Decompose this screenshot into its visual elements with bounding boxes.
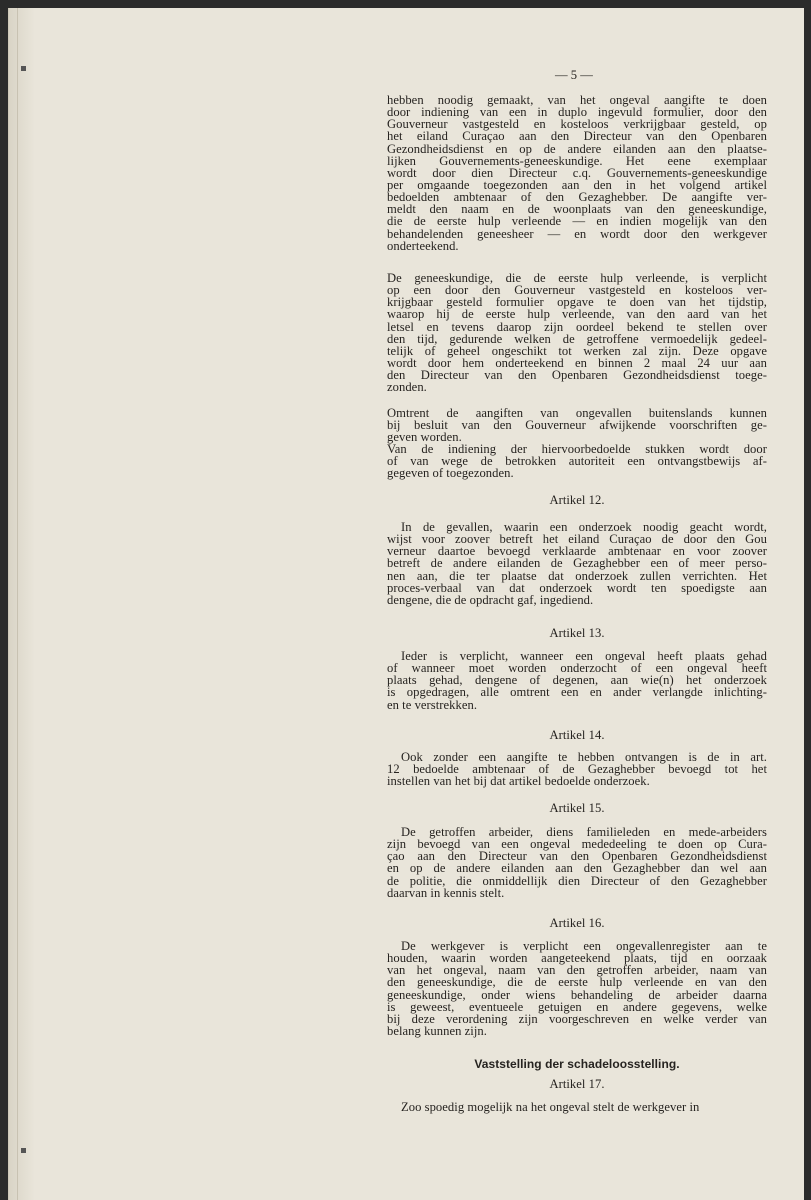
text-line: geneeskundige, onder wiens behandeling de arbeider daarna: [387, 987, 767, 1002]
text-line: Omtrent de aangiften van ongevallen buitenslands kunnen: [387, 406, 767, 420]
text-line: nen aan, die ter plaatse dat onderzoek zullen verrichten. Het: [387, 568, 767, 583]
text-line: en te verstrekken.: [387, 697, 478, 712]
section-heading-schadeloosstelling: Vaststelling der schadeloosstelling.: [474, 1057, 680, 1071]
article-16-heading: Artikel 16.: [549, 916, 605, 930]
article-17-text: [387, 1101, 767, 1113]
paragraph-ontvangstbewijs: [387, 443, 767, 479]
text-line: behandelenden geneesheer — en wordt door den werkgever: [387, 226, 767, 241]
text-line: door indiening van een in duplo ingevuld formulier, door den: [387, 105, 767, 120]
text-line: geven worden.: [387, 430, 462, 445]
text-line: Zoo spoedig mogelijk na het ongeval stelt de werkgever in: [401, 1100, 700, 1114]
text-line: of van wege de betrokken autoriteit een ontvangstbewijs af-: [387, 454, 767, 469]
text-line: proces-verbaal van dat onderzoek wordt ten spoedigste aan: [387, 580, 767, 595]
page-number: — 5 —: [555, 68, 593, 82]
text-line: bij besluit van den Gouverneur afwijkende voorschriften ge-: [387, 418, 767, 433]
text-line: Gouverneur vastgesteld en kosteloos verkrijgbaar gesteld, op: [387, 117, 767, 132]
text-line: den geneeskundige, die de eerste hulp verleende en van den: [387, 975, 767, 990]
paragraph-geneeskundige: [387, 272, 767, 393]
text-line: Ook zonder een aangifte te hebben ontvangen is de in art.: [401, 750, 767, 764]
text-line: wijst voor zoover betreft het eiland Curaçao de door den Gou: [387, 532, 767, 547]
staple-mark-top: [21, 66, 26, 71]
text-line: Gezondheidsdienst en op de andere eilanden aan den plaatse-: [387, 141, 767, 156]
text-line: daarvan in kennis stelt.: [387, 885, 505, 900]
text-line: is geweest, eventueele getuigen en andere gegevens, welke: [387, 999, 767, 1014]
text-line: onderteekend.: [387, 238, 459, 253]
article-13-heading: Artikel 13.: [549, 626, 605, 640]
paragraph-aangifte: [387, 94, 767, 252]
text-line: instellen van het bij dat artikel bedoelde onderzoek.: [387, 774, 650, 789]
text-line: 12 bedoelde ambtenaar of de Gezaghebber bevoegd tot het: [387, 762, 767, 777]
text-line: letsel en tevens daarop zijn oordeel bekend te stellen over: [387, 319, 767, 334]
text-line: krijgbaar gesteld formulier opgave te doen van het tijdstip,: [387, 295, 767, 310]
text-line: den tijd, gedurende welken de getroffene vermoedelijk gedeel-: [387, 331, 767, 346]
text-line: hebben noodig gemaakt, van het ongeval aangifte te doen: [387, 93, 767, 107]
text-line: meldt den naam en de woonplaats van den geneeskundige,: [387, 202, 767, 217]
text-line: en op de andere eilanden aan den Gezaghebber dan wel aan: [387, 861, 767, 876]
text-line: zonden.: [387, 380, 427, 395]
text-line: dengene, die de opdracht gaf, ingediend.: [387, 592, 594, 607]
text-line: per omgaande toegezonden aan den in het volgend artikel: [387, 177, 767, 192]
binding-edge: [9, 8, 35, 1200]
text-line: op een door den Gouverneur vastgesteld en kosteloos ver-: [387, 283, 767, 298]
article-12-heading: Artikel 12.: [549, 493, 605, 507]
text-line: zijn bevoegd van een ongeval mededeeling te doen op Cura-: [387, 837, 767, 852]
text-line: die de eerste hulp verleende — en indien mogelijk van den: [387, 214, 767, 229]
paragraph-buitenslands: [387, 407, 767, 443]
article-13-text: [387, 650, 767, 711]
text-line: De werkgever is verplicht een ongevallenregister aan te: [401, 939, 767, 953]
text-line: Ieder is verplicht, wanneer een ongeval heeft plaats gehad: [401, 649, 767, 663]
text-line: verneur daartoe bevoegd verklaarde ambtenaar en voor zoover: [387, 544, 767, 559]
text-line: de politie, die onmiddellijk dien Directeur of den Gezaghebber: [387, 873, 767, 888]
text-line: lijken Gouvernements-geneeskundige. Het eene exemplaar: [387, 153, 767, 168]
text-line: den Directeur van den Openbaren Gezondheidsdienst toege-: [387, 368, 767, 383]
article-15-heading: Artikel 15.: [549, 801, 605, 815]
text-line: het eiland Curaçao aan den Directeur van den Openbaren: [387, 129, 767, 144]
article-14-text: [387, 751, 767, 787]
text-line: bedoelden ambtenaar of den Gezaghebber. De aangifte ver-: [387, 190, 767, 205]
text-line: De geneeskundige, die de eerste hulp verleende, is verplicht: [387, 271, 767, 285]
article-16-text: [387, 940, 767, 1037]
text-line: of wanneer moet worden onderzocht of een ongeval heeft: [387, 661, 767, 676]
text-line: betreft de andere eilanden de Gezaghebber een of meer perso-: [387, 556, 767, 571]
page-crease: [17, 8, 18, 1200]
text-line: Van de indiening der hiervoorbedoelde stukken wordt door: [387, 442, 767, 456]
text-line: plaats gehad, dengene of degenen, aan wie(n) het onderzoek: [387, 673, 767, 688]
text-line: In de gevallen, waarin een onderzoek noodig geacht wordt,: [401, 520, 767, 534]
staple-mark-bottom: [21, 1148, 26, 1153]
text-line: van het ongeval, naam van den getroffen arbeider, naam van: [387, 963, 767, 978]
text-line: çao aan den Directeur van den Openbaren Gezondheidsdienst: [387, 849, 767, 864]
article-15-text: [387, 826, 767, 899]
text-line: is opgedragen, alle omtrent een en ander verlangde inlichting-: [387, 685, 767, 700]
text-line: houden, waarin worden aangeteekend plaats, tijd en oorzaak: [387, 951, 767, 966]
text-line: wordt door dien Directeur c.q. Gouvernements-geneeskundige: [387, 165, 767, 180]
text-line: bij deze verordening zijn voorgeschreven en welke verder van: [387, 1011, 767, 1026]
text-line: waarop hij de eerste hulp verleende, van den aard van het: [387, 307, 767, 322]
text-line: De getroffen arbeider, diens familieleden en mede-arbeiders: [401, 825, 767, 839]
article-12-text: [387, 521, 767, 606]
text-line: belang kunnen zijn.: [387, 1023, 487, 1038]
text-line: telijk of geheel ongeschikt tot werken zal zijn. Deze opgave: [387, 343, 767, 358]
text-line: gegeven of toegezonden.: [387, 466, 514, 481]
article-14-heading: Artikel 14.: [549, 728, 605, 742]
article-17-heading: Artikel 17.: [549, 1077, 605, 1091]
text-line: wordt door hem onderteekend en binnen 2 maal 24 uur aan: [387, 355, 767, 370]
